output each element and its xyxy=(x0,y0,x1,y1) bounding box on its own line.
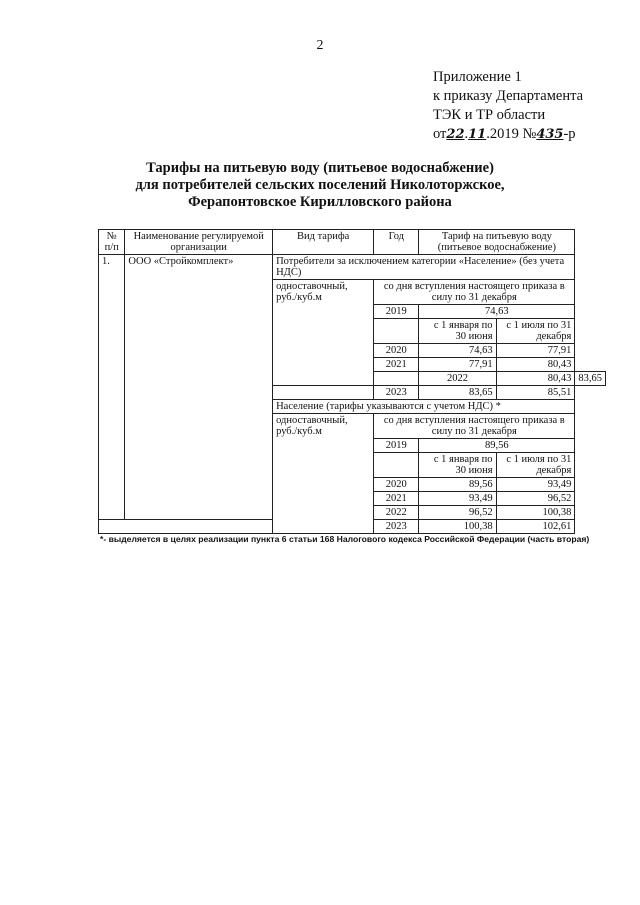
value-cell: 80,43 xyxy=(496,372,575,386)
section2-unit: одноставочный, руб./куб.м xyxy=(273,414,374,534)
year-cell: 2021 xyxy=(374,358,419,372)
section2-blank-year xyxy=(374,453,419,478)
value-cell: 93,49 xyxy=(419,492,496,506)
value-cell: 100,38 xyxy=(496,506,575,520)
section1-year-2019: 2019 xyxy=(374,305,419,319)
value-cell: 93,49 xyxy=(496,478,575,492)
section2-period: со дня вступления настоящего приказа в силу по 31 декабря xyxy=(374,414,575,439)
section2-label: Население (тарифы указываются с учетом НДС) * xyxy=(273,400,575,414)
title-line-1: Тарифы на питьевую воду (питьевое водоснабжение) xyxy=(146,160,494,176)
value-cell: 102,61 xyxy=(496,520,575,534)
section1-label: Потребители за исключением категории «Население» (без учета НДС) xyxy=(273,255,575,280)
section2-half1-header: с 1 января по 30 июня xyxy=(419,453,496,478)
appendix-line-1: Приложение 1 xyxy=(433,69,522,85)
date-prefix: от xyxy=(433,126,447,142)
section2-value-2019: 89,56 xyxy=(419,439,575,453)
section1-period: со дня вступления настоящего приказа в силу по 31 декабря xyxy=(374,280,575,305)
date-year: .2019 № xyxy=(486,126,537,142)
value-cell: 85,51 xyxy=(496,386,575,400)
appendix-line-3: ТЭК и ТР области xyxy=(433,107,546,123)
year-cell: 2023 xyxy=(374,386,419,400)
page-number: 2 xyxy=(316,38,324,53)
value-cell: 77,91 xyxy=(419,358,496,372)
date-sep: . xyxy=(464,126,469,142)
section2-half2-header: с 1 июля по 31 декабря xyxy=(496,453,575,478)
header-num: № п/п xyxy=(99,230,125,255)
header-org: Наименование регулируемой организации xyxy=(125,230,273,255)
year-cell: 2020 xyxy=(374,478,419,492)
header-year: Год xyxy=(374,230,419,255)
organization-name: ООО «Стройкомплект» xyxy=(125,255,273,520)
year-cell: 2021 xyxy=(374,492,419,506)
header-kind: Вид тарифа xyxy=(273,230,374,255)
footnote: *- выделяется в целях реализации пункта 6 статьи 168 Налогового кодекса Российской Федерации (часть вторая) xyxy=(100,534,590,544)
date-day: 22 xyxy=(446,127,465,142)
org-continuation xyxy=(99,520,273,534)
document-title xyxy=(0,160,640,211)
year-cell: 2020 xyxy=(374,344,419,358)
header-tariff: Тариф на питьевую воду (питьевое водоснабжение) xyxy=(419,230,575,255)
section1-unit: одноставочный, руб./куб.м xyxy=(273,280,374,386)
section1-half2-header: с 1 июля по 31 декабря xyxy=(496,319,575,344)
value-cell: 83,65 xyxy=(575,372,606,386)
value-cell: 96,52 xyxy=(419,506,496,520)
section2-year-2019: 2019 xyxy=(374,439,419,453)
value-cell: 77,91 xyxy=(496,344,575,358)
unit-continuation xyxy=(374,372,419,386)
title-line-2: для потребителей сельских поселений Николоторжское, xyxy=(135,177,505,193)
year-cell: 2023 xyxy=(374,520,419,534)
appendix-block xyxy=(433,68,583,144)
date-month: 11 xyxy=(468,127,487,142)
title-line-3: Ферапонтовское Кирилловского района xyxy=(188,194,452,210)
table-header-row xyxy=(99,230,606,255)
tariff-table xyxy=(98,229,606,534)
appendix-date-line xyxy=(433,125,583,144)
section1-value-2019: 74,63 xyxy=(419,305,575,319)
value-cell: 74,63 xyxy=(419,344,496,358)
value-cell: 96,52 xyxy=(496,492,575,506)
section1-half1-header: с 1 января по 30 июня xyxy=(419,319,496,344)
order-number: 435 xyxy=(536,127,564,142)
appendix-line-2: к приказу Департамента xyxy=(433,88,584,104)
value-cell: 100,38 xyxy=(419,520,496,534)
value-cell: 80,43 xyxy=(496,358,575,372)
section1-blank-year xyxy=(374,319,419,344)
value-cell: 83,65 xyxy=(419,386,496,400)
year-cell: 2022 xyxy=(419,372,496,386)
unit-continuation xyxy=(273,386,374,400)
value-cell: 89,56 xyxy=(419,478,496,492)
year-cell: 2022 xyxy=(374,506,419,520)
row-number: 1. xyxy=(99,255,125,520)
order-suffix: -р xyxy=(563,126,576,142)
